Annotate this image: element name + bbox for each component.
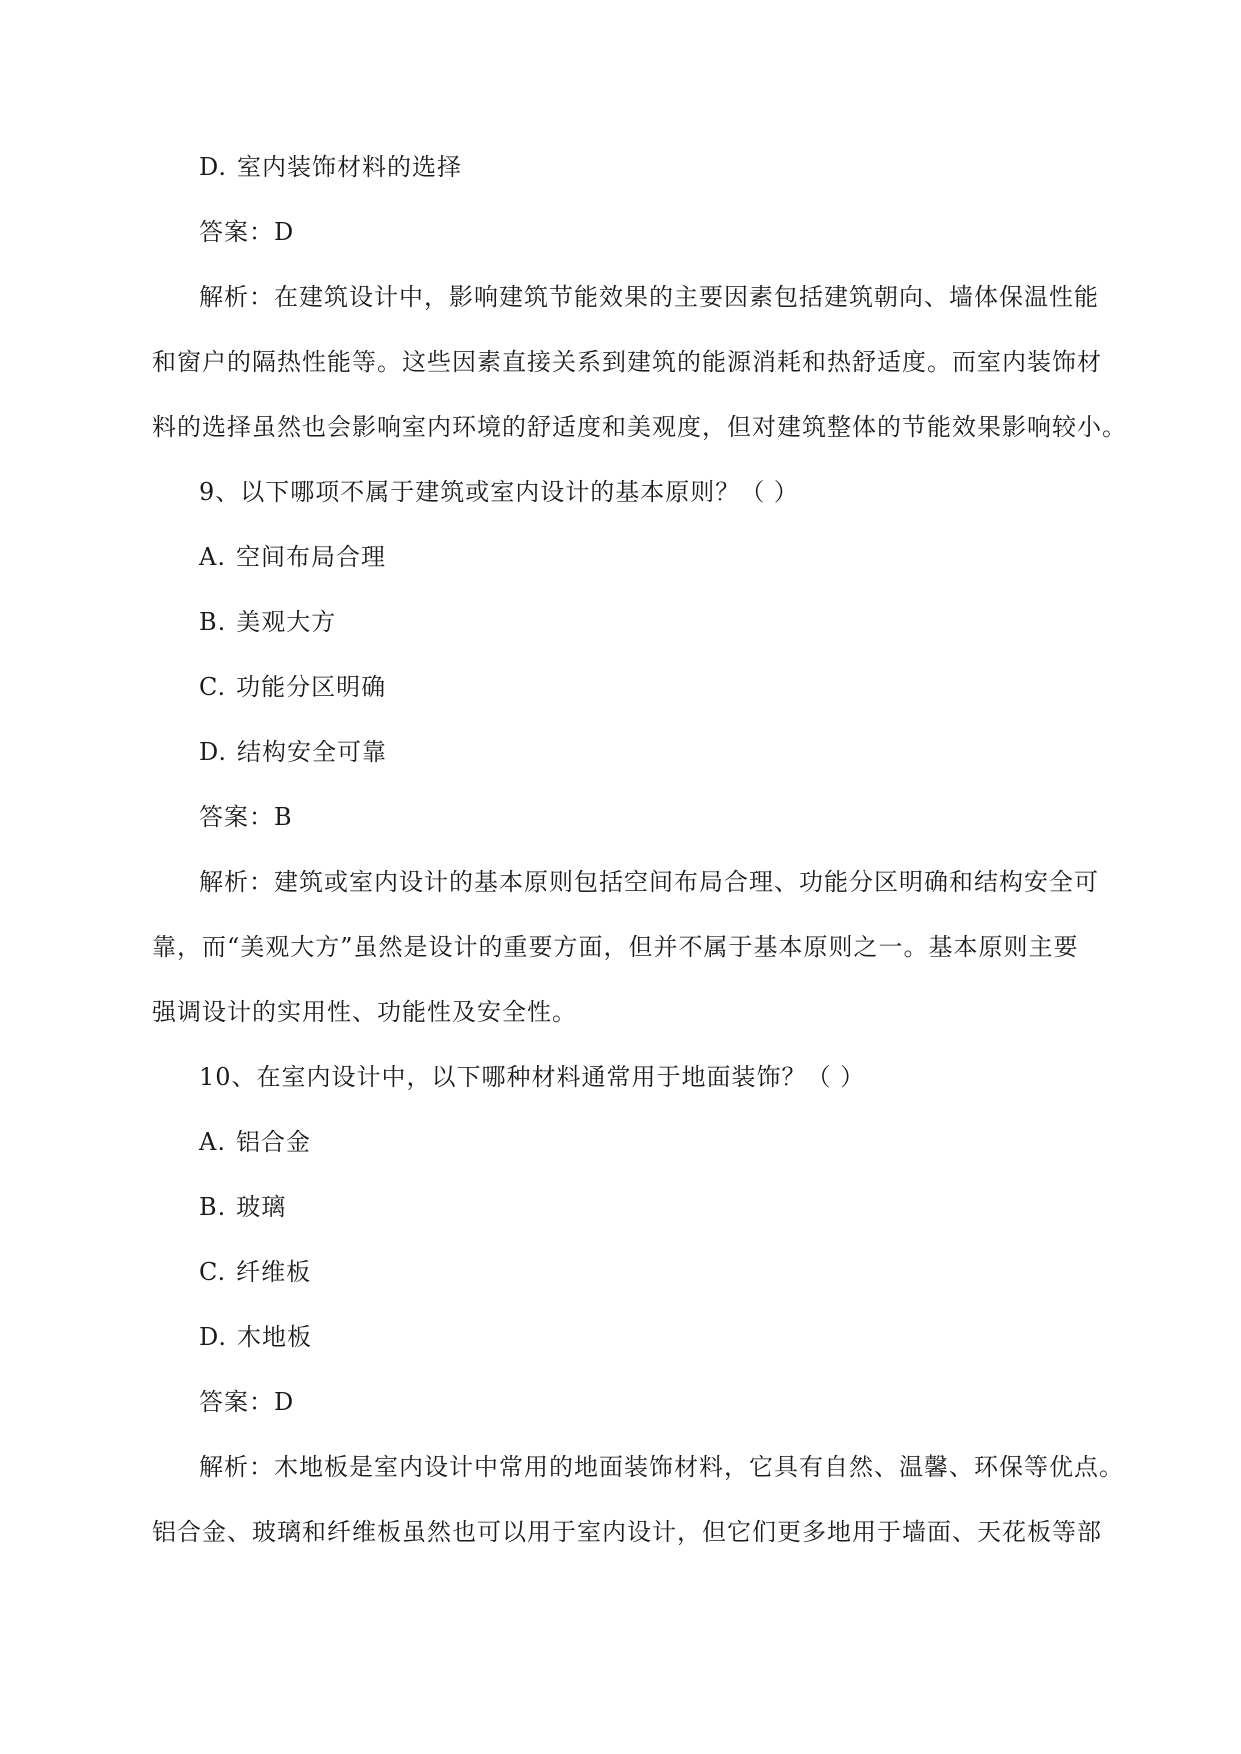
option-label: C.	[199, 1258, 227, 1286]
option-text: 功能分区明确	[236, 673, 387, 701]
option-label: D.	[199, 1323, 228, 1351]
q10-option-c	[199, 1257, 311, 1287]
option-text: 铝合金	[235, 1128, 311, 1156]
q9-option-d	[199, 737, 387, 767]
q10-analysis-line-2: 铝合金、玻璃和纤维板虽然也可以用于室内设计，但它们更多地用于墙面、天花板等部	[152, 1518, 1102, 1546]
q10-answer: 答案：D	[199, 1388, 295, 1416]
prev-analysis-line-2: 和窗户的隔热性能等。这些因素直接关系到建筑的能源消耗和热舒适度。而室内装饰材	[152, 348, 1102, 376]
q10-question: 10、在室内设计中，以下哪种材料通常用于地面装饰？（ ）	[199, 1063, 866, 1091]
q9-option-b	[199, 607, 336, 637]
q10-option-d	[199, 1322, 312, 1352]
q9-question: 9、以下哪项不属于建筑或室内设计的基本原则？（ ）	[199, 478, 799, 506]
q9-analysis-line-1: 解析：建筑或室内设计的基本原则包括空间布局合理、功能分区明确和结构安全可	[199, 868, 1099, 896]
option-text: 美观大方	[236, 608, 337, 636]
q9-answer: 答案：B	[199, 803, 293, 831]
option-text: 空间布局合理	[235, 543, 386, 571]
prev-analysis-line-3: 料的选择虽然也会影响室内环境的舒适度和美观度，但对建筑整体的节能效果影响较小。	[152, 413, 1127, 441]
q10-option-a	[199, 1127, 311, 1157]
prev-analysis-line-1: 解析：在建筑设计中，影响建筑节能效果的主要因素包括建筑朝向、墙体保温性能	[199, 283, 1099, 311]
q9-option-a	[199, 542, 386, 572]
prev-option-d	[199, 152, 462, 182]
option-label: C.	[199, 673, 227, 701]
option-label: A.	[199, 1128, 226, 1156]
option-label: B.	[199, 608, 227, 636]
q10-option-b	[199, 1192, 286, 1222]
q9-option-c	[199, 672, 386, 702]
option-label: B.	[199, 1193, 227, 1221]
option-text: 室内装饰材料的选择	[237, 153, 463, 181]
option-label: D.	[199, 153, 228, 181]
option-text: 结构安全可靠	[237, 738, 388, 766]
prev-answer: 答案：D	[199, 218, 295, 246]
q9-analysis-line-2: 靠，而“美观大方”虽然是设计的重要方面，但并不属于基本原则之一。基本原则主要	[152, 933, 1079, 961]
option-label: D.	[199, 738, 228, 766]
q9-analysis-line-3: 强调设计的实用性、功能性及安全性。	[152, 998, 577, 1026]
option-text: 木地板	[237, 1323, 313, 1351]
option-text: 纤维板	[236, 1258, 312, 1286]
q10-analysis-line-1: 解析：木地板是室内设计中常用的地面装饰材料，它具有自然、温馨、环保等优点。	[199, 1453, 1124, 1481]
option-text: 玻璃	[236, 1193, 287, 1221]
option-label: A.	[199, 543, 226, 571]
